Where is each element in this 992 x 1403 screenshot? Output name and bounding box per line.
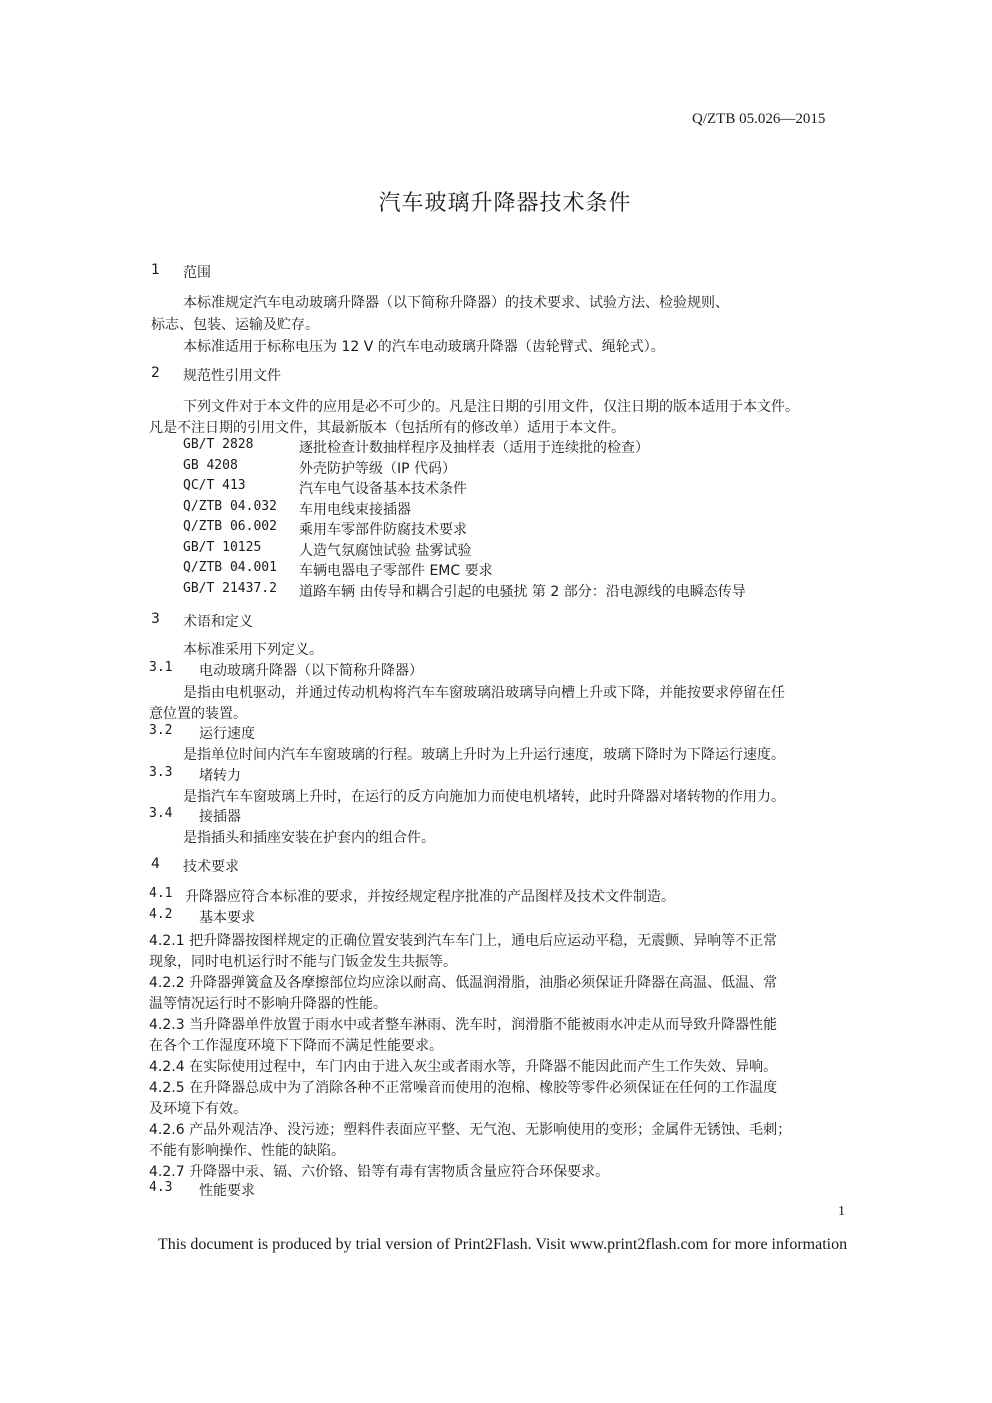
- section-number: 4: [151, 856, 160, 872]
- section-number: 1: [151, 262, 160, 278]
- document-title: 汽车玻璃升降器技术条件: [378, 191, 632, 216]
- reference-title: 逐批检查计数抽样程序及抽样表（适用于连续批的检查）: [299, 440, 649, 456]
- paragraph: 4.2.2 升降器弹簧盒及各摩擦部位均应涂以耐高、低温润滑脂，油脂必须保证升降器在高温、低温、常: [149, 975, 778, 991]
- paragraph: 本标准适用于标称电压为 12 V 的汽车电动玻璃升降器（齿轮臂式、绳轮式）。: [183, 339, 665, 355]
- clause-number: 4.2: [149, 907, 173, 922]
- clause-text: 升降器应符合本标准的要求，并按经规定程序批准的产品图样及技术文件制造。: [185, 889, 675, 905]
- paragraph: 本标准采用下列定义。: [183, 642, 323, 658]
- section-title: 技术要求: [183, 859, 239, 875]
- reference-code: GB 4208: [183, 458, 238, 473]
- reference-code: GB/T 21437.2: [183, 581, 277, 596]
- paragraph: 在各个工作湿度环境下下降而不满足性能要求。: [149, 1038, 443, 1054]
- term: 电动玻璃升降器（以下简称升降器）: [199, 663, 423, 679]
- paragraph: 现象，同时电机运行时不能与门钣金发生共振等。: [149, 954, 457, 970]
- paragraph: 意位置的装置。: [149, 706, 247, 722]
- clause-number: 4.1: [149, 886, 173, 901]
- standard-number: Q/ZTB 05.026—2015: [692, 111, 826, 127]
- section-title: 术语和定义: [183, 614, 253, 630]
- clause-number: 4.3: [149, 1180, 173, 1195]
- paragraph: 标志、包装、运输及贮存。: [151, 317, 319, 333]
- reference-code: Q/ZTB 04.032: [183, 499, 277, 514]
- reference-code: GB/T 2828: [183, 437, 254, 452]
- term: 接插器: [199, 809, 241, 825]
- paragraph: 是指单位时间内汽车车窗玻璃的行程。玻璃上升时为上升运行速度，玻璃下降时为下降运行速度。: [183, 747, 785, 763]
- paragraph: 下列文件对于本文件的应用是必不可少的。凡是注日期的引用文件，仅注日期的版本适用于本文件。: [183, 399, 799, 415]
- reference-code: Q/ZTB 06.002: [183, 519, 277, 534]
- paragraph: 是指汽车车窗玻璃上升时，在运行的反方向施加力而使电机堵转，此时升降器对堵转物的作用力。: [183, 789, 785, 805]
- reference-code: QC/T 413: [183, 478, 246, 493]
- clause-title: 基本要求: [199, 910, 255, 926]
- paragraph: 4.2.3 当升降器单件放置于雨水中或者整车淋雨、洗车时，润滑脂不能被雨水冲走从而导致升降器性能: [149, 1017, 778, 1033]
- reference-title: 乘用车零部件防腐技术要求: [299, 522, 467, 538]
- section-title: 范围: [183, 265, 211, 281]
- reference-title: 道路车辆 由传导和耦合引起的电骚扰 第 2 部分：沿电源线的电瞬态传导: [299, 584, 746, 600]
- paragraph: 是指插头和插座安装在护套内的组合件。: [183, 830, 435, 846]
- reference-code: GB/T 10125: [183, 540, 262, 555]
- reference-code: Q/ZTB 04.001: [183, 560, 277, 575]
- section-title: 规范性引用文件: [183, 368, 281, 384]
- paragraph: 本标准规定汽车电动玻璃升降器（以下简称升降器）的技术要求、试验方法、检验规则、: [183, 295, 729, 311]
- paragraph: 4.2.7 升降器中汞、镉、六价铬、铅等有毒有害物质含量应符合环保要求。: [149, 1164, 610, 1180]
- paragraph: 4.2.4 在实际使用过程中，车门内由于进入灰尘或者雨水等，升降器不能因此而产生工作失效、异响。: [149, 1059, 778, 1075]
- section-number: 3: [151, 611, 160, 627]
- clause-number: 3.4: [149, 806, 173, 821]
- paragraph: 温等情况运行时不影响升降器的性能。: [149, 996, 387, 1012]
- clause-title: 性能要求: [199, 1183, 255, 1199]
- reference-title: 汽车电气设备基本技术条件: [299, 481, 467, 497]
- reference-title: 车辆电器电子零部件 EMC 要求: [299, 563, 493, 579]
- paragraph: 不能有影响操作、性能的缺陷。: [149, 1143, 345, 1159]
- term: 运行速度: [199, 726, 255, 742]
- paragraph: 4.2.1 把升降器按图样规定的正确位置安装到汽车车门上，通电后应运动平稳，无震颤、异响等不正常: [149, 933, 778, 949]
- reference-title: 人造气氛腐蚀试验 盐雾试验: [299, 543, 472, 559]
- clause-number: 3.3: [149, 765, 173, 780]
- paragraph: 凡是不注日期的引用文件，其最新版本（包括所有的修改单）适用于本文件。: [149, 420, 625, 436]
- paragraph: 4.2.6 产品外观洁净、没污迹；塑料件表面应平整、无气泡、无影响使用的变形；金属件无锈蚀、毛刺；: [149, 1122, 792, 1138]
- paragraph: 是指由电机驱动，并通过传动机构将汽车车窗玻璃沿玻璃导向槽上升或下降，并能按要求停留在任: [183, 685, 785, 701]
- clause-number: 3.1: [149, 660, 173, 675]
- paragraph: 4.2.5 在升降器总成中为了消除各种不正常噪音而使用的泡棉、橡胶等零件必须保证在任何的工作温度: [149, 1080, 778, 1096]
- reference-title: 外壳防护等级（IP 代码）: [299, 461, 457, 477]
- section-number: 2: [151, 365, 160, 381]
- paragraph: 及环境下有效。: [149, 1101, 247, 1117]
- term: 堵转力: [199, 768, 241, 784]
- page-number: 1: [838, 1204, 845, 1219]
- clause-number: 3.2: [149, 723, 173, 738]
- trial-watermark-footer: This document is produced by trial version of Print2Flash. Visit www.print2flash.com for more information: [157, 1236, 848, 1253]
- reference-title: 车用电线束接插器: [299, 502, 411, 518]
